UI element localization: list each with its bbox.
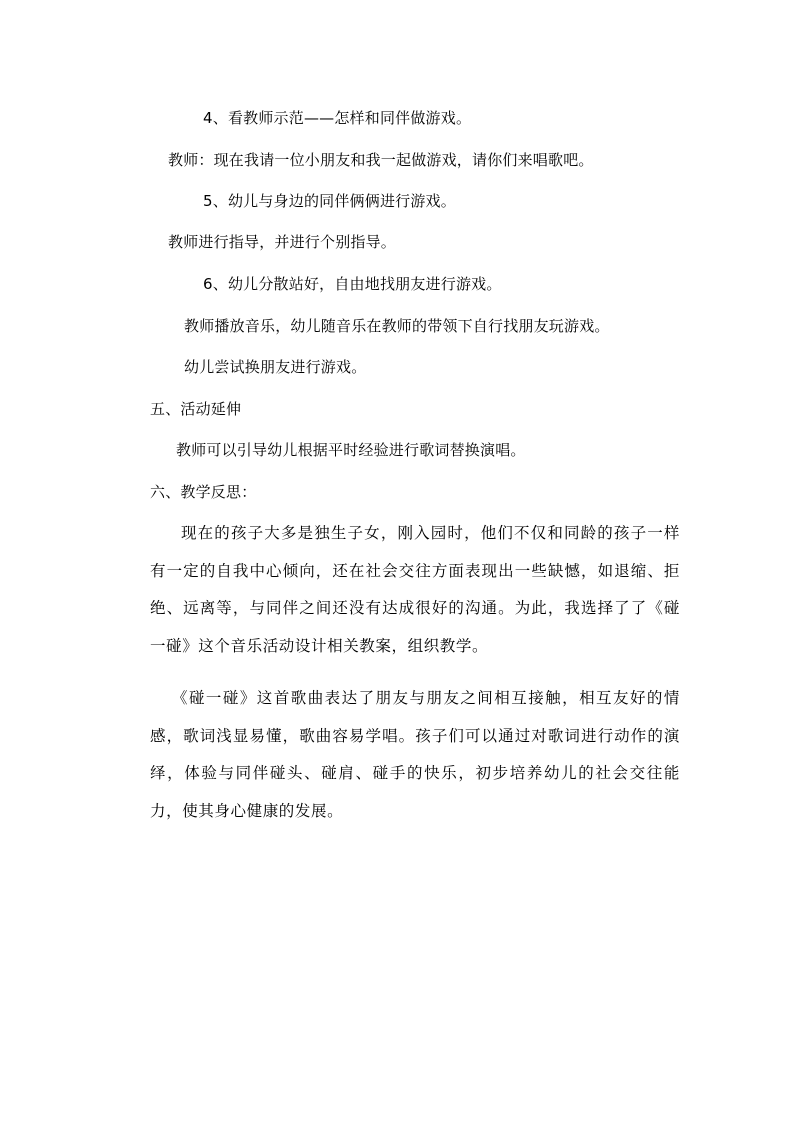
- step-5: 5、幼儿与身边的同伴俩俩进行游戏。: [203, 192, 456, 210]
- section-5-text: 教师可以引导幼儿根据平时经验进行歌词替换演唱。: [176, 441, 526, 459]
- teacher-guidance: 教师进行指导，并进行个别指导。: [168, 233, 397, 251]
- step-6: 6、幼儿分散站好，自由地找朋友进行游戏。: [203, 275, 502, 293]
- children-switch-friends: 幼儿尝试换朋友进行游戏。: [184, 358, 367, 376]
- teacher-plays-music: 教师播放音乐，幼儿随音乐在教师的带领下自行找朋友玩游戏。: [184, 317, 610, 335]
- section-6-heading: 六、教学反思：: [150, 483, 257, 501]
- reflection-paragraph-1: 现在的孩子大多是独生子女，刚入园时，他们不仅和同龄的孩子一样有一定的自我中心倾向，还在社会交往方面表现出一些缺憾，如退缩、拒绝、远离等，与同伴之间还没有达成很好的沟通。为此，我选择了了《碰一碰》这个音乐活动设计相关教案，组织教学。: [150, 524, 680, 655]
- step-4: 4、看教师示范——怎样和同伴做游戏。: [203, 109, 472, 127]
- teacher-speech: 教师：现在我请一位小朋友和我一起做游戏，请你们来唱歌吧。: [168, 151, 594, 169]
- section-5-heading: 五、活动延伸: [150, 400, 242, 418]
- reflection-paragraph-2: 《碰一碰》这首歌曲表达了朋友与朋友之间相互接触，相互友好的情感，歌词浅显易懂，歌曲容易学唱。孩子们可以通过对歌词进行动作的演绎，体验与同伴碰头、碰肩、碰手的快乐，初步培养幼儿的社会交往能力，使其身心健康的发展。: [150, 689, 680, 820]
